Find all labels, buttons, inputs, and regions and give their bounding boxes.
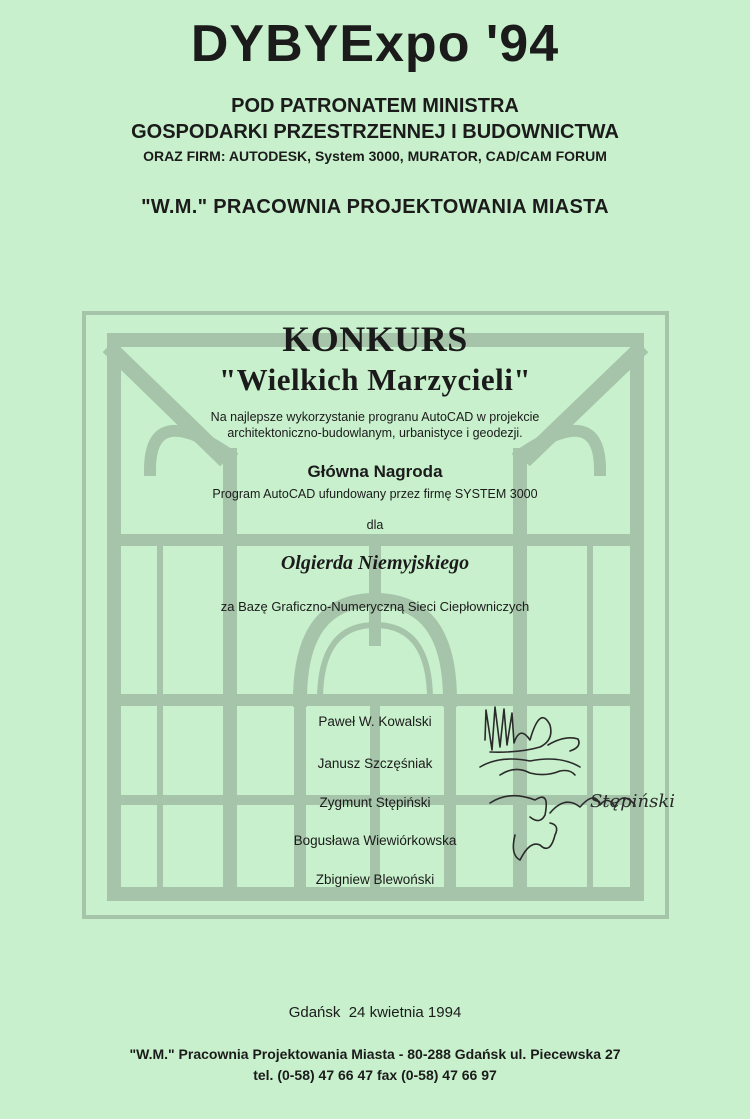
jury-member: Bogusława Wiewiórkowska bbox=[293, 833, 457, 848]
organizer-studio: "W.M." PRACOWNIA PROJEKTOWANIA MIASTA bbox=[141, 196, 609, 218]
studio-address: "W.M." Pracownia Projektowania Miasta - 80-288 Gdańsk ul. Piecewska 27 bbox=[129, 1046, 621, 1062]
event-title: DYBYExpo '94 bbox=[190, 15, 560, 73]
handwritten-signatures bbox=[470, 695, 675, 865]
laureate-name: Olgierda Niemyjskiego bbox=[280, 552, 470, 574]
contest-name: "Wielkich Marzycieli" bbox=[218, 362, 532, 397]
award-reason: za Bazę Graficzno-Numeryczną Sieci Ciepłowniczych bbox=[220, 599, 530, 614]
contest-heading: KONKURS bbox=[282, 319, 468, 359]
prize-title: Główna Nagroda bbox=[307, 462, 443, 481]
jury-member: Zygmunt Stępiński bbox=[319, 795, 431, 810]
patronage-line-2: GOSPODARKI PRZESTRZENNEJ I BUDOWNICTWA bbox=[131, 121, 619, 143]
sponsor-firms: ORAZ FIRM: AUTODESK, System 3000, MURATOR, CAD/CAM FORUM bbox=[143, 148, 607, 164]
signature-scribble: Stępiński bbox=[590, 791, 675, 812]
studio-phone-fax: tel. (0-58) 47 66 47 fax (0-58) 47 66 97 bbox=[253, 1067, 497, 1083]
contest-description-line-1: Na najlepsze wykorzystanie progranu AutoCAD w projekcie bbox=[210, 410, 540, 424]
contest-description-line-2: architektoniczno-budowlanym, urbanistyce i geodezji. bbox=[227, 426, 523, 440]
prize-description: Program AutoCAD ufundowany przez firmę SYSTEM 3000 bbox=[212, 487, 538, 501]
jury-member: Paweł W. Kowalski bbox=[318, 714, 432, 729]
jury-member: Zbigniew Blewoński bbox=[315, 872, 435, 887]
place-and-date: Gdańsk 24 kwietnia 1994 bbox=[288, 1004, 462, 1021]
for-label: dla bbox=[366, 518, 384, 532]
jury-member: Janusz Szczęśniak bbox=[317, 756, 433, 771]
patronage-line-1: POD PATRONATEM MINISTRA bbox=[231, 95, 519, 117]
